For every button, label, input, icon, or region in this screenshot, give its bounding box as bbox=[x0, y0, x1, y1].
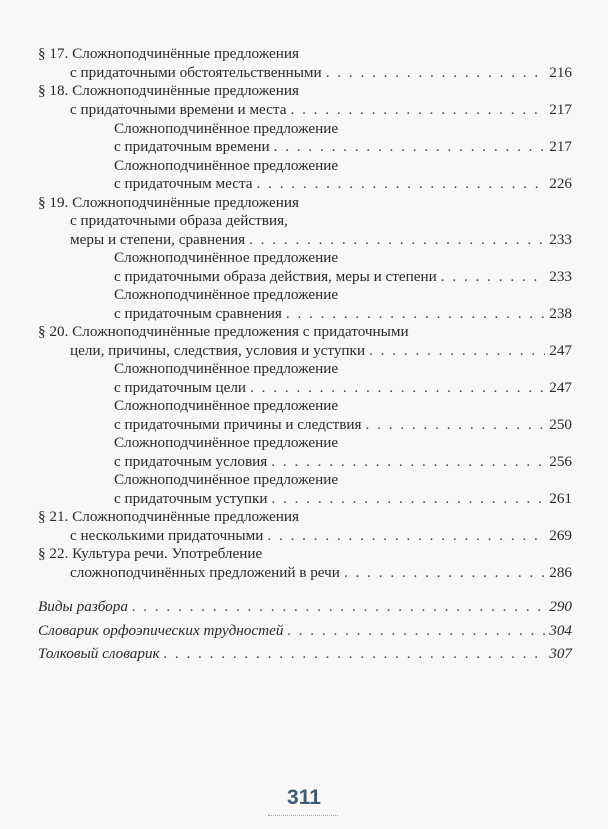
toc-20-sub1-page: 247 bbox=[549, 379, 572, 396]
toc-18-sub2-page: 226 bbox=[549, 175, 572, 192]
toc-20-sub4-title-cont[interactable]: с придаточным уступки . . . 261 bbox=[114, 489, 572, 509]
toc-20-sub4-title: Сложноподчинённое предложение bbox=[114, 471, 339, 488]
page-number: 311 bbox=[287, 786, 321, 809]
leader-dots bbox=[441, 267, 545, 287]
toc-20-title: § 20. Сложноподчинённые предложения с придаточными bbox=[38, 323, 409, 340]
leader-dots bbox=[267, 526, 545, 546]
toc-appendix-orthoepic[interactable]: Словарик орфоэпических трудностей . . . 304 bbox=[38, 621, 572, 641]
toc-19-title-cont: с придаточными образа действия, bbox=[70, 212, 288, 229]
leader-dots bbox=[249, 230, 545, 250]
leader-dots bbox=[271, 452, 545, 472]
toc-20-sub2-title-cont[interactable]: с придаточными причины и следствия . . . 250 bbox=[114, 415, 572, 435]
leader-dots bbox=[344, 563, 545, 583]
toc-22-page: 286 bbox=[549, 564, 572, 581]
toc-appendix-analysis-page: 290 bbox=[549, 598, 572, 615]
leader-dots bbox=[274, 137, 546, 157]
toc-21-title-cont[interactable]: с несколькими придаточными . . . 269 bbox=[70, 526, 572, 546]
toc-20-sub1-title: Сложноподчинённое предложение bbox=[114, 360, 339, 377]
toc-19-title-cont2[interactable]: меры и степени, сравнения . . . 233 bbox=[70, 230, 572, 250]
leader-dots bbox=[326, 63, 546, 83]
toc-22-title-cont[interactable]: сложноподчинённых предложений в речи . . . 286 bbox=[70, 563, 572, 583]
toc-appendix-orthoepic-page: 304 bbox=[549, 622, 572, 639]
toc-20-sub3-title-cont[interactable]: с придаточным условия . . . 256 bbox=[114, 452, 572, 472]
toc-18-title: § 18. Сложноподчинённые предложения bbox=[38, 82, 300, 99]
toc-20-sub3-title: Сложноподчинённое предложение bbox=[114, 434, 339, 451]
leader-dots bbox=[132, 597, 545, 617]
toc-19-sub2-title: Сложноподчинённое предложение bbox=[114, 286, 339, 303]
leader-dots bbox=[271, 489, 545, 509]
toc-appendix-glossary-page: 307 bbox=[549, 645, 572, 662]
toc-18-sub1-page: 217 bbox=[549, 138, 572, 155]
toc-20-sub1-title-cont[interactable]: с придаточным цели . . . 247 bbox=[114, 378, 572, 398]
toc-appendix-analysis[interactable]: Виды разбора . . . 290 bbox=[38, 597, 572, 617]
toc-18-sub1-title: Сложноподчинённое предложение bbox=[114, 120, 339, 137]
toc-appendix-glossary[interactable]: Толковый словарик . . . 307 bbox=[38, 644, 572, 664]
leader-dots bbox=[369, 341, 545, 361]
leader-dots bbox=[286, 304, 545, 324]
toc-19-sub1-title: Сложноподчинённое предложение bbox=[114, 249, 339, 266]
toc-19-sub2-page: 238 bbox=[549, 305, 572, 322]
toc-18-sub2-title: Сложноподчинённое предложение bbox=[114, 157, 339, 174]
toc-20-sub2-page: 250 bbox=[549, 416, 572, 433]
toc-20-sub2-title: Сложноподчинённое предложение bbox=[114, 397, 339, 414]
toc-18-page: 217 bbox=[549, 101, 572, 118]
toc-17-page: 216 bbox=[549, 64, 572, 81]
toc-18-sub2-title-cont[interactable]: с придаточным места . . . 226 bbox=[114, 174, 572, 194]
toc-20-sub4-page: 261 bbox=[549, 490, 572, 507]
toc-19-sub1-title-cont[interactable]: с придаточными образа действия, меры и степени . . . 233 bbox=[114, 267, 572, 287]
leader-dots bbox=[257, 174, 546, 194]
toc-18-sub1-title-cont[interactable]: с придаточным времени . . . 217 bbox=[114, 137, 572, 157]
toc-19-sub1-page: 233 bbox=[549, 268, 572, 285]
leader-dots bbox=[164, 644, 546, 664]
leader-dots bbox=[250, 378, 545, 398]
toc-19-page: 233 bbox=[549, 231, 572, 248]
toc-21-title: § 21. Сложноподчинённые предложения bbox=[38, 508, 300, 525]
toc-17-title: § 17. Сложноподчинённые предложения bbox=[38, 45, 300, 62]
toc-20-page: 247 bbox=[549, 342, 572, 359]
toc-17-title-cont[interactable]: с придаточными обстоятельственными . . . 216 bbox=[70, 63, 572, 83]
page-number-underline bbox=[268, 815, 338, 816]
toc-20-title-cont[interactable]: цели, причины, следствия, условия и уступки . . . 247 bbox=[70, 341, 572, 361]
leader-dots bbox=[287, 621, 545, 641]
toc-20-sub3-page: 256 bbox=[549, 453, 572, 470]
toc-19-sub2-title-cont[interactable]: с придаточным сравнения . . . 238 bbox=[114, 304, 572, 324]
leader-dots bbox=[290, 100, 545, 120]
toc-22-title: § 22. Культура речи. Употребление bbox=[38, 545, 263, 562]
leader-dots bbox=[366, 415, 546, 435]
toc-21-page: 269 bbox=[549, 527, 572, 544]
toc-18-title-cont[interactable]: с придаточными времени и места . . . 217 bbox=[70, 100, 572, 120]
toc-19-title: § 19. Сложноподчинённые предложения bbox=[38, 194, 300, 211]
